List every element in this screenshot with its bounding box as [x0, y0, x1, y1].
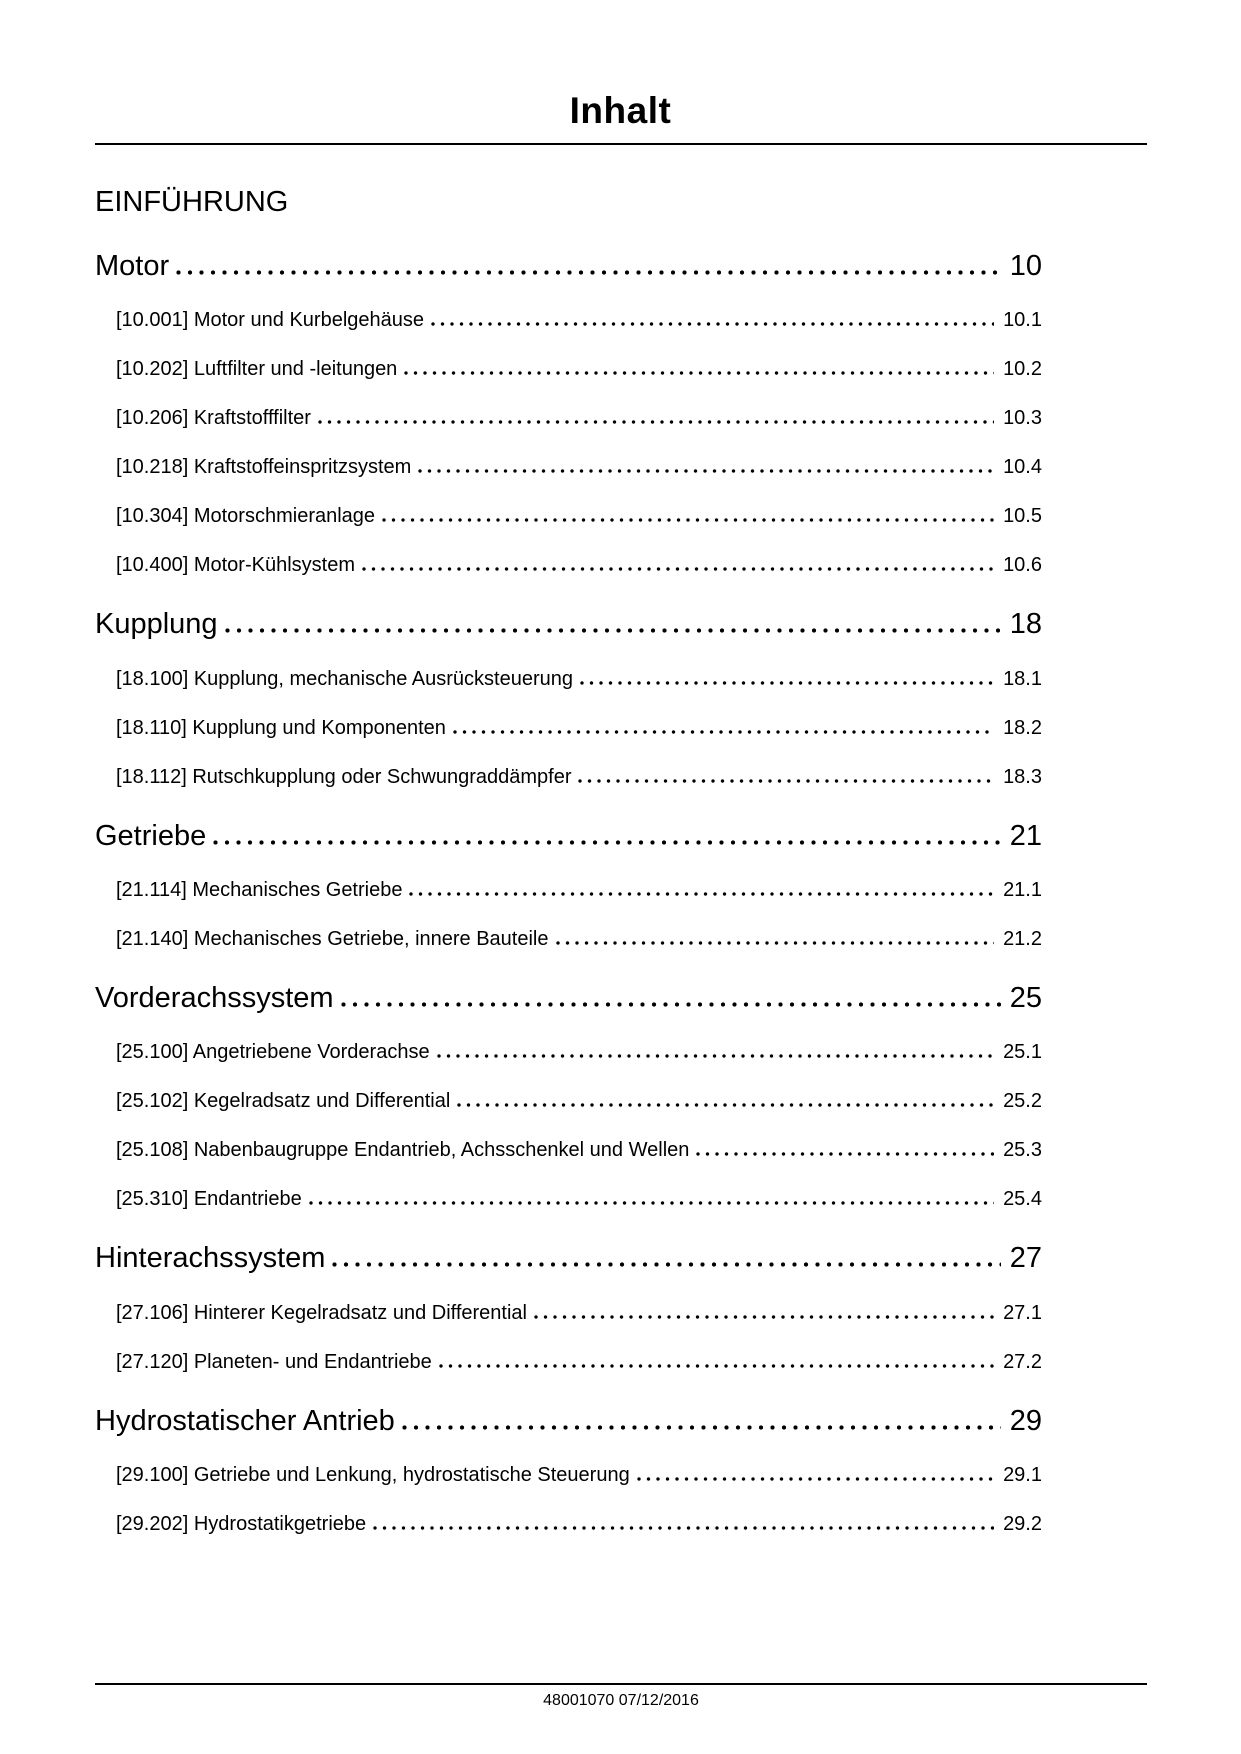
toc-section-entry [95, 608, 1042, 641]
toc-item-entry [95, 1139, 1042, 1162]
toc-section-page: 21 [1009, 819, 1042, 852]
toc-item-entry [95, 358, 1042, 381]
toc-item-page: 25.2 [1003, 1090, 1042, 1113]
toc-item-entry [95, 456, 1042, 479]
toc-item-page: 10.3 [1003, 407, 1042, 430]
toc-section-label: Hydrostatischer Antrieb [95, 1404, 395, 1437]
toc-section-entry [95, 250, 1042, 283]
toc-item-entry [95, 928, 1042, 951]
toc-item-label: [21.140] Mechanisches Getriebe, innere Bauteile [116, 927, 549, 950]
toc-section-entry [95, 820, 1042, 853]
toc-section-page: 29 [1009, 1404, 1042, 1437]
toc-item-label: [25.102] Kegelradsatz und Differential [116, 1090, 451, 1113]
title-divider [95, 143, 1147, 145]
page-footer [95, 1683, 1147, 1710]
toc-item-entry [95, 505, 1042, 528]
toc-section-entry [95, 1405, 1042, 1438]
toc-item-entry [95, 1302, 1042, 1325]
toc-item-label: [18.112] Rutschkupplung oder Schwungraddämpfer [116, 765, 572, 788]
toc-item-page: 10.2 [1003, 358, 1042, 381]
toc-item-entry [95, 717, 1042, 740]
toc-item-page: 18.2 [1003, 716, 1042, 739]
toc-item-label: [21.114] Mechanisches Getriebe [116, 878, 403, 901]
toc-section-label: Motor [95, 249, 170, 282]
toc-item-label: [25.310] Endantriebe [116, 1188, 302, 1211]
intro-heading: EINFÜHRUNG [95, 186, 289, 218]
toc-item-page: 27.2 [1003, 1350, 1042, 1373]
toc-item-label: [10.304] Motorschmieranlage [116, 505, 376, 528]
toc-item-entry [95, 668, 1042, 691]
toc-item-label: [27.106] Hinterer Kegelradsatz und Differential [116, 1301, 527, 1324]
toc-section-entry [95, 1242, 1042, 1275]
toc-section-label: Hinterachssystem [95, 1242, 326, 1275]
toc-item-entry [95, 879, 1042, 902]
toc-item-entry [95, 1513, 1042, 1536]
footer-doc-number: 48001070 07/12/2016 [543, 1692, 699, 1709]
toc-section-page: 27 [1009, 1242, 1042, 1275]
toc-item-page: 10.6 [1003, 554, 1042, 577]
toc-item-page: 21.2 [1003, 927, 1042, 950]
toc-item-page: 18.1 [1003, 667, 1042, 690]
toc-item-entry [95, 1188, 1042, 1211]
toc-item-label: [10.400] Motor-Kühlsystem [116, 554, 355, 577]
toc-item-entry [95, 766, 1042, 789]
toc-item-page: 29.1 [1003, 1463, 1042, 1486]
toc-item-page: 25.1 [1003, 1041, 1042, 1064]
toc-item-page: 10.5 [1003, 505, 1042, 528]
toc-item-entry [95, 1464, 1042, 1487]
toc-section-label: Getriebe [95, 819, 207, 852]
toc-item-label: [10.001] Motor und Kurbelgehäuse [116, 309, 424, 332]
page-title: Inhalt [569, 90, 672, 131]
toc-section-label: Vorderachssystem [95, 981, 334, 1014]
toc-item-page: 29.2 [1003, 1512, 1042, 1535]
toc-section-page: 10 [1009, 249, 1042, 282]
toc-item-entry [95, 1041, 1042, 1064]
toc-item-label: [27.120] Planeten- und Endantriebe [116, 1350, 432, 1373]
toc-item-page: 25.3 [1003, 1139, 1042, 1162]
toc-item-entry [95, 554, 1042, 577]
toc-item-page: 10.1 [1003, 309, 1042, 332]
toc-section-page: 25 [1009, 981, 1042, 1014]
toc-item-label: [18.100] Kupplung, mechanische Ausrücksteuerung [116, 667, 573, 690]
toc-item-entry [95, 1090, 1042, 1113]
toc-item-entry [95, 1351, 1042, 1374]
toc-section-page: 18 [1009, 608, 1042, 641]
toc-item-label: [18.110] Kupplung und Komponenten [116, 716, 446, 739]
toc-item-entry [95, 407, 1042, 430]
toc-item-label: [10.206] Kraftstofffilter [116, 407, 311, 430]
toc-item-page: 21.1 [1003, 878, 1042, 901]
toc-section-entry [95, 982, 1042, 1015]
toc-item-label: [29.202] Hydrostatikgetriebe [116, 1512, 367, 1535]
toc-item-page: 27.1 [1003, 1301, 1042, 1324]
toc-item-page: 18.3 [1003, 765, 1042, 788]
toc-section-label: Kupplung [95, 608, 218, 641]
toc-item-page: 10.4 [1003, 456, 1042, 479]
toc-item-page: 25.4 [1003, 1188, 1042, 1211]
toc-item-label: [29.100] Getriebe und Lenkung, hydrostatische Steuerung [116, 1463, 630, 1486]
toc-item-label: [10.218] Kraftstoffeinspritzsystem [116, 456, 412, 479]
toc-list [95, 250, 1042, 1536]
toc-item-entry [95, 309, 1042, 332]
toc-item-label: [25.108] Nabenbaugruppe Endantrieb, Achsschenkel und Wellen [116, 1139, 690, 1162]
toc-item-label: [25.100] Angetriebene Vorderachse [116, 1041, 430, 1064]
toc-item-label: [10.202] Luftfilter und -leitungen [116, 358, 398, 381]
